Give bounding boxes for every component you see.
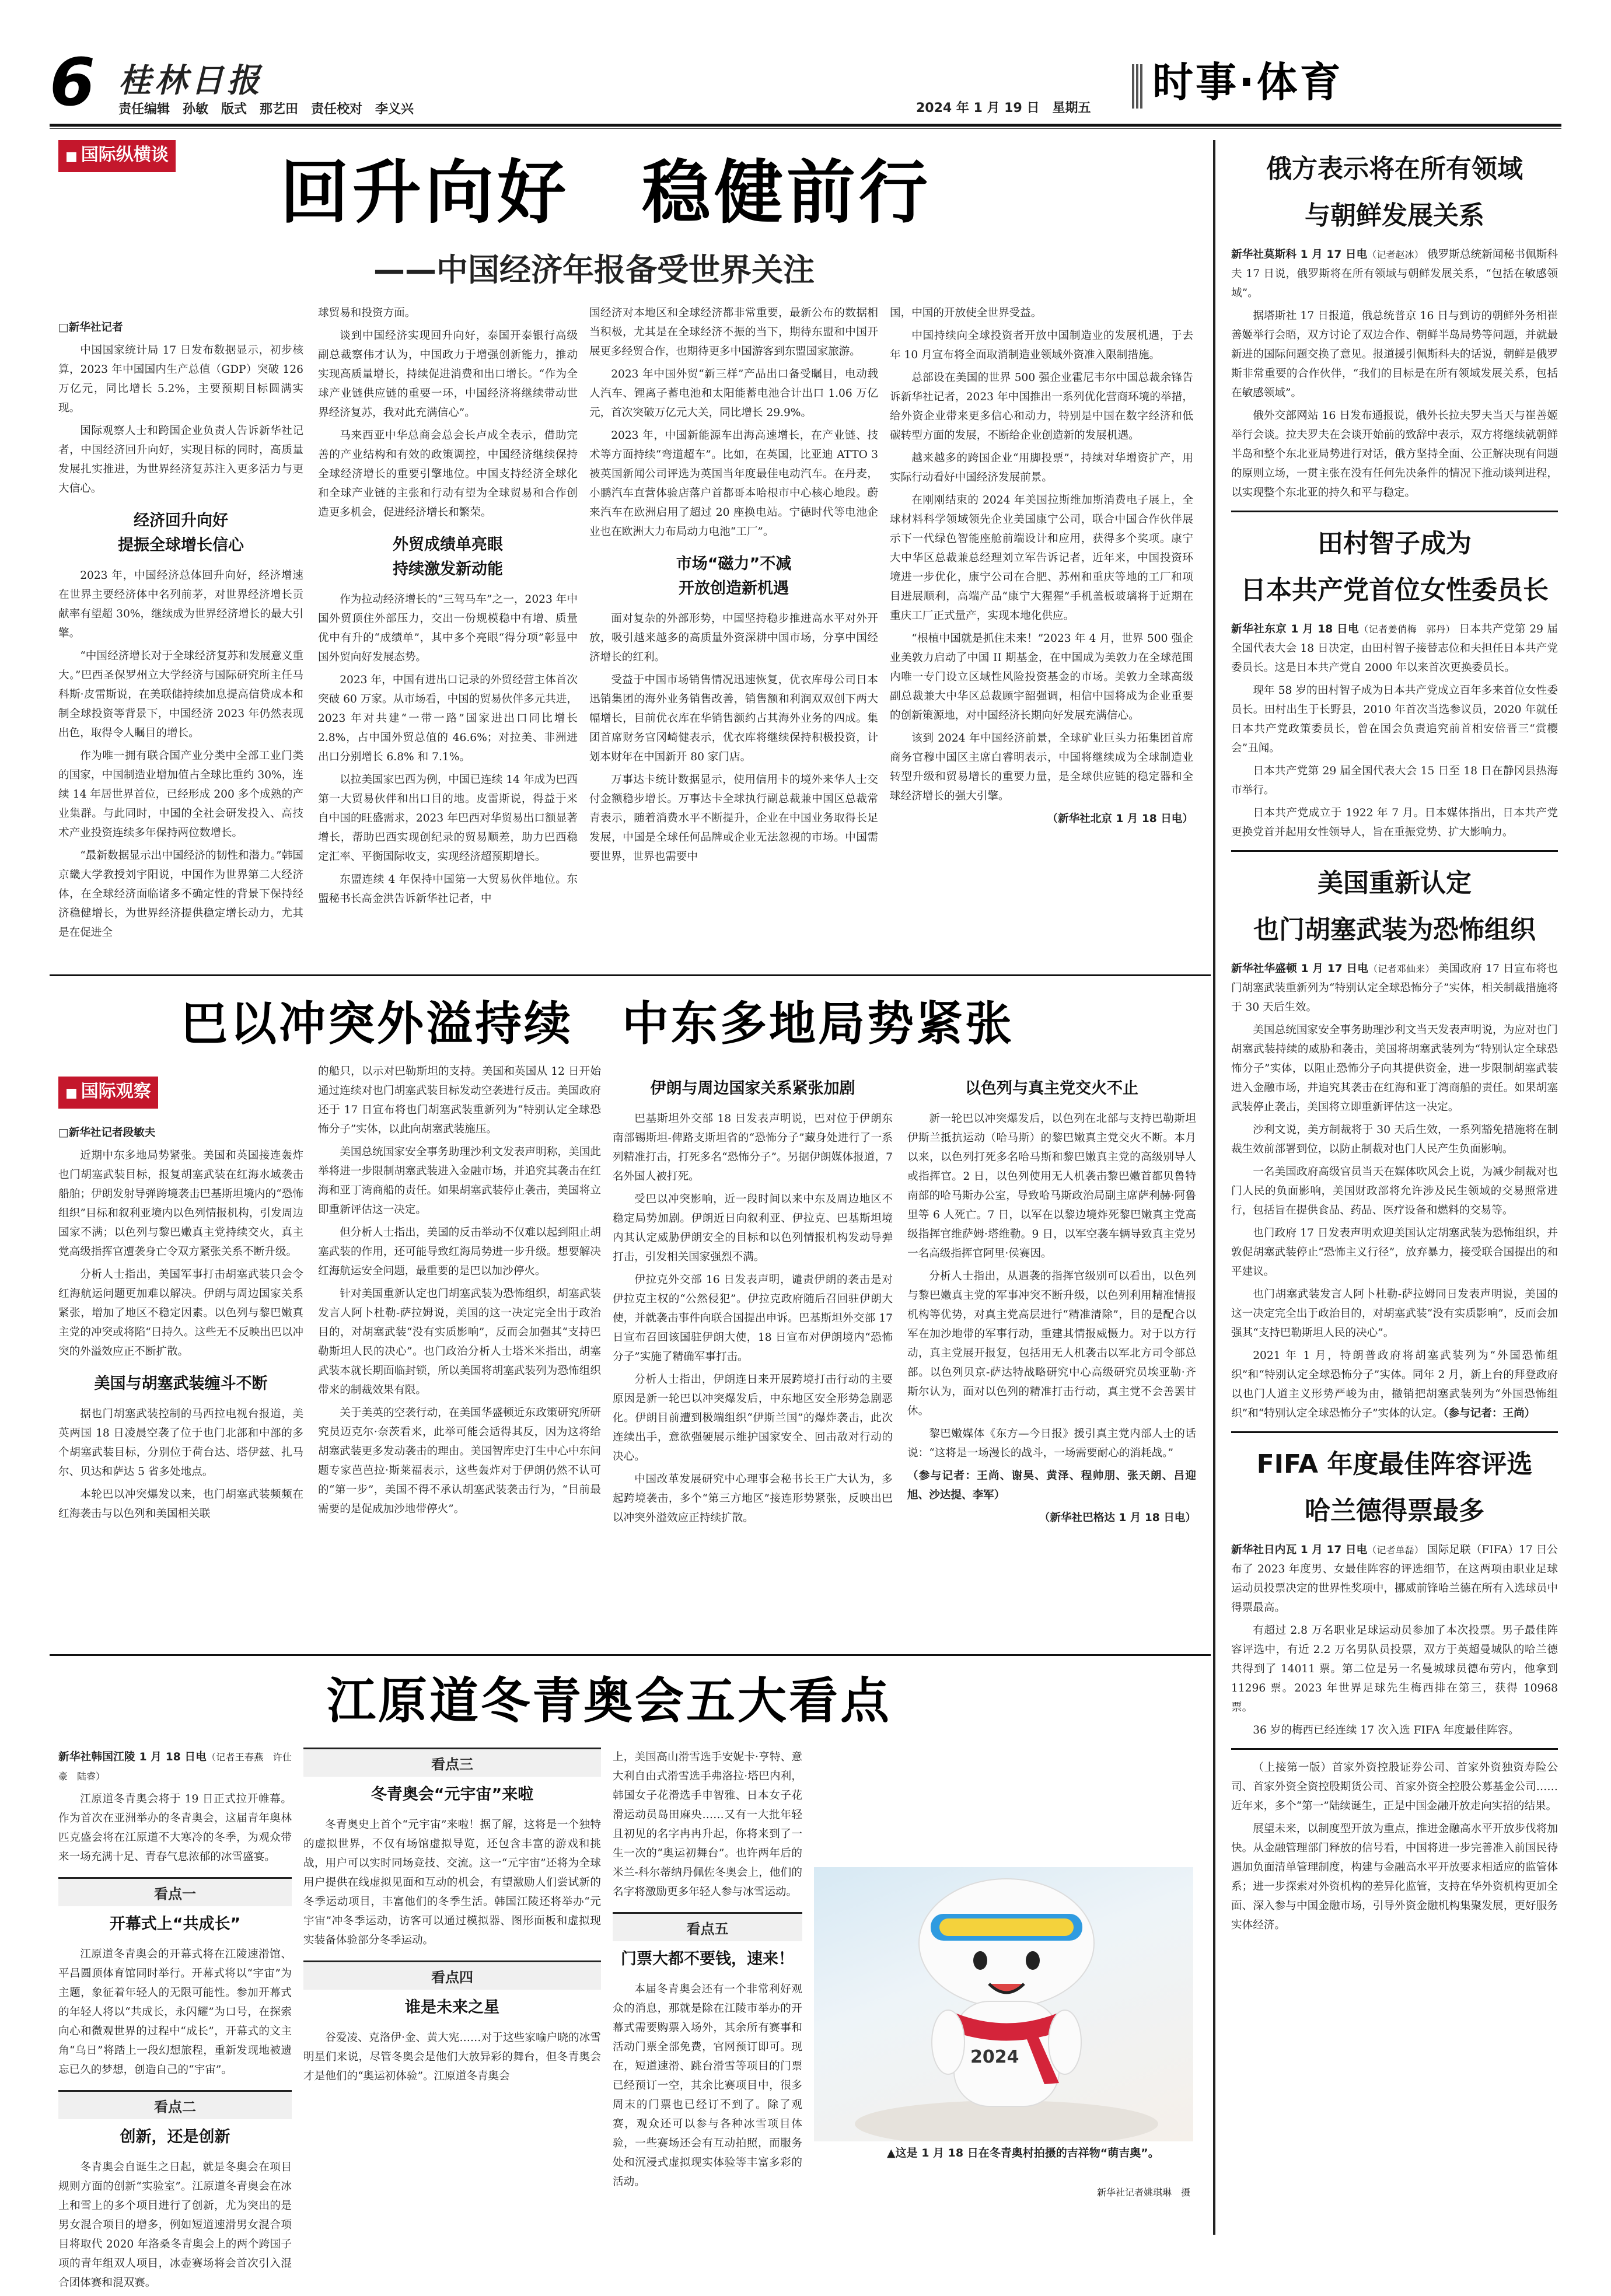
sidebar-divider-2 (1231, 850, 1558, 852)
story1-dateline: （新华社北京 1 月 18 日电） (1047, 813, 1193, 825)
story3-subhead-3: 冬青奥会“元宇宙”来啦 (371, 1785, 534, 1804)
paragraph (1231, 1346, 1558, 1423)
paragraph: 的船只，以示对巴勒斯坦的支持。美国和英国从 12 日开始通过连续对也门胡塞武装目标发动空袭进行反击。美国政府还于 17 日宣布将也门胡塞武装重新列为“特别认定全球恐怖分子”实体，以此向胡塞武装施压。 (318, 1065, 601, 1135)
story2-subhead-1: 美国与胡塞武装缠斗不断 (94, 1375, 268, 1393)
sidebar-divider-1 (1231, 511, 1558, 512)
highlight-label-3: 看点三 (303, 1748, 601, 1777)
paragraph: 本轮巴以冲突爆发以来，也门胡塞武装频频在红海袭击与以色列和美国相关联 (58, 1488, 303, 1520)
side3-byline-text: 新华社华盛顿 1 月 17 日电 (1231, 963, 1369, 975)
story3-subhead-4: 谁是未来之星 (405, 1998, 499, 2017)
paragraph: 总部设在美国的世界 500 强企业霍尼韦尔中国总裁余锋告诉新华社记者，2023 年中国推出一系列优化营商环境的举措，给外资企业带来更多信心和动力，特别是中国在数字经济和低碳转型方面的发展，不断给企业创造新的发展机遇。 (890, 372, 1193, 442)
paragraph: 据塔斯社 17 日报道，俄总统普京 16 日与到访的朝鲜外务相崔善姬举行会晤，双方讨论了双边合作、朝鲜半岛局势等问题，并就最新进的国际问题交换了意见。报道援引佩斯科夫的话说，朝鲜是俄罗斯非常重要的合作伙伴，“我们的目标是在所有领域发展关系，包括在敏感领域”。 (1231, 310, 1558, 399)
paragraph: 沙利文说，美方制裁将于 30 天后生效，一系列豁免措施将在制裁生效前部署到位，以防止制裁对也门人民产生负面影响。 (1231, 1124, 1558, 1155)
paragraph: 作为拉动经济增长的“三驾马车”之一，2023 年中国外贸顶住外部压力，交出一份规模稳中有增、质量优中有升的“成绩单”，其中多个亮眼“得分项”彰显中国外贸向好发展态势。 (318, 593, 578, 663)
paragraph: 以拉美国家巴西为例，中国已连续 14 年成为巴西第一大贸易伙伴和出口目的地。皮雷斯说，得益于来自中国的旺盛需求，2023 年巴西对华贸易出口额显著增长，帮助巴西实现创纪录的贸易顺差，助力巴西稳定汇率、平衡国际收支，实现经济超预期增长。 (318, 774, 578, 863)
story2-byline: □新华社记者段敏夫 (58, 1127, 156, 1139)
masthead (50, 45, 1561, 121)
story3-reporters: （记者王春燕 许仕豪 陆睿） (58, 1752, 292, 1782)
story2-col2 (318, 1062, 601, 1522)
paper-name: 桂林日报 (118, 61, 263, 100)
paragraph: 36 岁的梅西已经连续 17 次入选 FIFA 年度最佳阵容。 (1253, 1724, 1519, 1736)
section-bars (1132, 64, 1142, 109)
side1-byline (1231, 245, 1558, 303)
paragraph: 国，中国的开放使全世界受益。 (890, 307, 1042, 319)
paragraph: 本届冬青奥会还有一个非常利好观众的消息，那就是除在江陵市举办的开幕式需要购票入场外，其余所有赛事和活动门票全部免费，官网预订即可。现在，短道速滑、跳台滑雪等项目的门票已经预订一空，其余比赛项目中，很多周末的门票也已经订不到了。除了观赛，观众还可以参与各种冰雪项目体验，一些赛场还会有互动拍照，而服务处和沉浸式虚拟现实体验等丰富多彩的活动。 (613, 1983, 802, 2188)
story1-col3 (589, 303, 878, 870)
section-tag-observe: ■ 国际观察 (58, 1077, 158, 1109)
paragraph: 球贸易和投资方面。 (318, 307, 416, 319)
paragraph: 美国总统国家安全事务助理沙利文发表声明称，美国此举将进一步限制胡塞武装进入金融市场，并追究其袭击在红海和亚丁湾商船的责任。如果胡塞武装停止袭击，美国将立即重新评估这一决定。 (318, 1146, 601, 1216)
story2-col3 (613, 1077, 893, 1531)
highlight-label-1: 看点一 (58, 1877, 292, 1906)
paragraph: 日本共产党第 29 届全国代表大会 18 日决定，由田村智子接替志位和夫担任日本共产党委员长。这是日本共产党自 2000 年以来首次更换委员长。 (1231, 623, 1558, 674)
paragraph: 东盟连续 4 年保持中国第一大贸易伙伴地位。东盟秘书长高金洪告诉新华社记者，中 (318, 873, 578, 905)
paragraph: 日本共产党成立于 1922 年 7 月。日本媒体指出，日本共产党更换党首并起用女性领导人，旨在重振党势、扩大影响力。 (1231, 807, 1558, 838)
story1-byline: □新华社记者 (58, 321, 123, 334)
story1-col2 (318, 303, 578, 912)
side4-reporter: （记者单磊） (1367, 1544, 1424, 1556)
paragraph: 在刚刚结束的 2024 年美国拉斯维加斯消费电子展上，全球材料科学领域领先企业美国康宁公司，联合中国合作伙伴展示下一代绿色智能座舱前端设计和应用，获得多个奖项。康宁大中华区总裁兼总经理刘立军告诉记者，近年来，中国投资环境进一步优化，康宁公司在合肥、苏州和重庆等地的工厂和项目进展顺利，高端产品“康宁大猩猩”手机盖板玻璃将于近期在重庆工厂正式量产，实现本地化供应。 (890, 494, 1193, 622)
highlight-label-2: 看点二 (58, 2090, 292, 2119)
paragraph: 分析人士指出，从遇袭的指挥官级别可以看出，以色列与黎巴嫩真主党的军事冲突不断升级，以色列利用精准情报机构等优势，对真主党高层进行“精准清除”，目的是配合以军在加沙地带的军事行动，重建其情报威慑力。对于以方行动，真主党展开报复，包括用无人机袭击以军北方司令部总部。以色列贝京-萨达特战略研究中心高级研究员埃亚勒·齐斯尔认为，面对以色列的精准打击行动，真主党不会善罢甘休。 (907, 1270, 1196, 1417)
paragraph: 面对复杂的外部形势，中国坚持稳步推进高水平对外开放，吸引越来越多的高质量外资深耕中国市场，分享中国经济增长的红利。 (589, 613, 878, 663)
mascot-number: 2024 (970, 2047, 1019, 2067)
paragraph: 一名美国政府高级官员当天在媒体吹风会上说，为减少制裁对也门人民的负面影响，美国财政部将允许涉及民生领域的交易照常进行，包括旨在提供食品、药品、医疗设备和燃料的交易等。 (1231, 1166, 1558, 1217)
story1-title: 回升向好 稳健前行 (280, 152, 932, 233)
paragraph: 现年 58 岁的田村智子成为日本共产党成立百年多来首位女性委员长。田村出生于长野县，2010 年首次当选参议员，2020 年就任日本共产党政策委员长，曾在国会负责追究前首相安倍晋三“赏樱会”丑闻。 (1231, 684, 1558, 754)
mascot-photo (814, 1867, 1193, 2141)
paragraph: 国际足联（FIFA）17 日公布了 2023 年度男、女最佳阵容的评选细节，在这两项由职业足球运动员投票决定的世界性奖项中，挪威前锋哈兰德在所有入选球员中得票最高。 (1231, 1544, 1558, 1614)
paragraph: 伊拉克外交部 16 日发表声明，谴责伊朗的袭击是对伊拉克主权的“公然侵犯”。伊拉克政府随后召回驻伊朗大使，并就袭击事件向联合国提出申诉。巴基斯坦外交部 17 日宣布召回该国驻伊朗大使，18 日宣布对伊朗境内“恐怖分子”实施了精确军事打击。 (613, 1274, 893, 1363)
story2-subhead-3: 以色列与真主党交火不止 (965, 1079, 1138, 1098)
paragraph: 中国改革发展研究中心理事会秘书长王广大认为，多起跨境袭击，多个“第三方地区”接连形势紧张，反映出巴以冲突外溢效应正持续扩散。 (613, 1473, 893, 1524)
paragraph: 中国持续向全球投资者开放中国制造业的发展机遇，于去年 10 月宣布将全面取消制造业领域外资准入限制措施。 (890, 330, 1193, 361)
paragraph: 有超过 2.8 万名职业足球运动员参加了本次投票。男子最佳阵容评选中，有近 2.2 万名男队员投票，双方于英超曼城队的哈兰德共得到了 14011 票。第二位是另一名曼城球员德布劳内，他拿到 11296 票。2023 年世界足球先生梅西排在第三，获得 10968 票。 (1231, 1624, 1558, 1714)
story3-col3 (613, 1748, 802, 2195)
paragraph: 据也门胡塞武装控制的马西拉电视台报道，美英两国 18 日凌晨空袭了位于也门北部和中部的多个胡塞武装目标，分别位于荷台达、塔伊兹、扎马尔、贝达和萨达 5 省多处地点。 (58, 1408, 303, 1478)
story-divider-2 (50, 1654, 1211, 1656)
side3-byline (1231, 959, 1558, 1017)
paragraph: 俄罗斯总统新闻秘书佩斯科夫 17 日说，俄罗斯将在所有领域与朝鲜发展关系，“包括在敏感领域”。 (1231, 249, 1558, 299)
paragraph: 新一轮巴以冲突爆发后，以色列在北部与支持巴勒斯坦伊斯兰抵抗运动（哈马斯）的黎巴嫩真主党交火不断。本月以来，以色列打死多名哈马斯和黎巴嫩真主党的高级别导人或指挥官。2 日，以色列使用无人机袭击黎巴嫩首都贝鲁特南部的哈马斯办公室，导致哈马斯政治局副主席萨利赫·阿鲁里等 6 人死亡。7 日，以军在以黎边境炸死黎巴嫩真主党高级指挥官维萨姆·塔维勒。9 日，以军空袭车辆导致真主党另一名高级指挥官阿里·侯赛因。 (907, 1113, 1196, 1260)
side3-p7: 2021 年 1 月，特朗普政府将胡塞武装列为“外国恐怖组织”和“特别认定全球恐怖分子”实体。同年 2 月，新上台的拜登政府以也门人道主义形势严峻为由，撤销把胡塞武装列为“外国恐怖组织”和“特别认定全球恐怖分子”实体的认定。 (1231, 1350, 1558, 1420)
paragraph: “中国经济增长对于全球经济复苏和发展意义重大。”巴西圣保罗州立大学经济与国际研究所主任马科斯·皮雷斯说，在美联储持续加息提高信贷成本和制全球投资等背景下，中国经济 2023 年仍然表现出色，取得令人瞩目的增长。 (58, 650, 303, 739)
paragraph: 国经济对本地区和全球经济都非常重要，最新公布的数据相当积极，尤其是在全球经济不振的当下，期待东盟和中国开展更多经贸合作，也期待更多中国游客到东盟国家旅游。 (589, 307, 878, 358)
side1-reporter: （记者赵冰） (1367, 249, 1424, 260)
paragraph: 作为唯一拥有联合国产业分类中全部工业门类的国家，中国制造业增加值占全球比重约 30%，连续 14 年居世界首位，已经形成 200 多个成熟的产业集群。与此同时，中国的全社会研发投入、高技术产业投资连续多年保持两位数增长。 (58, 750, 303, 839)
story2-dateline: （新华社巴格达 1 月 18 日电） (1039, 1512, 1196, 1524)
story3-subhead-2: 创新，还是创新 (120, 2128, 230, 2146)
side5-body (1231, 1758, 1558, 1935)
paragraph: 日本共产党第 29 届全国代表大会 15 日至 18 日在静冈县热海市举行。 (1231, 765, 1558, 796)
story3-subhead-5: 门票大都不要钱，速来！ (621, 1950, 794, 1968)
story3-col2 (303, 1748, 601, 2089)
story2-title: 巴以冲突外溢持续 中东多地局势紧张 (181, 997, 1014, 1051)
paragraph: 也门胡塞武装发言人阿卜杜勒-萨拉姆同日发表声明说，美国的这一决定完全出于政治目的，对胡塞武装“没有实质影响”，反而会加强其“支持巴勒斯坦人民的决心”。 (1231, 1288, 1558, 1339)
story1-subtitle: ——中国经济年报备受世界关注 (373, 251, 815, 288)
mascot-illustration (814, 1867, 1193, 2141)
highlight-label-5: 看点五 (613, 1912, 802, 1941)
section-title: 时事·体育 (1152, 58, 1343, 106)
paragraph: 美国总统国家安全事务助理沙利文当天发表声明说，为应对也门胡塞武装持续的威胁和袭击，美国将胡塞武装列为“特别认定全球恐怖分子”实体，以阻止恐怖分子向其提供资金，进一步限制胡塞武装进入金融市场，并追究其袭击在红海和亚丁湾商船的责任。如果胡塞武装停止袭击，美国将立即重新评估这一决定。 (1231, 1024, 1558, 1113)
page-number: 6 (50, 45, 95, 121)
story3-byline-text: 新华社韩国江陵 1 月 18 日电 (58, 1751, 207, 1763)
side1-byline-text: 新华社莫斯科 1 月 17 日电 (1231, 249, 1368, 261)
story1-subhead-2: 外贸成绩单亮眼 持续激发新动能 (393, 536, 503, 578)
paragraph: 2023 年，中国新能源车出海高速增长，在产业链、技术等方面持续“弯道超车”。比如，在英国，比亚迪 ATTO 3 被英国新闻公司评选为英国当年度最佳电动汽车。在丹麦，小鹏汽车直营体验店落户首都哥本哈根市中心核心地段。蔚来汽车在欧洲启用了超过 20 座换电站。宁德时代等电池企业也在欧洲大力布局动力电池“工厂”。 (589, 429, 878, 538)
paragraph: “根植中国就是抓住未来！”2023 年 4 月，世界 500 强企业美敦力启动了中国 II 期基金，在中国成为美敦力在全球范围内唯一专门设立区域性风险投资基金的市场。美敦力全球高级副总裁兼大中华区总裁顾宇韶强调，相信中国将成为企业重要的创新策源地，对中国经济长期向好发展充满信心。 (890, 632, 1193, 722)
story2-subhead-2: 伊朗与周边国家关系紧张加剧 (650, 1079, 855, 1098)
paragraph: 巴基斯坦外交部 18 日发表声明说，巴对位于伊朗东南部锡斯坦-俾路支斯坦省的“恐怖分子”藏身处进行了一系列精准打击，打死多名“恐怖分子”。另据伊朗媒体报道，7 名外国人被打死。 (613, 1113, 893, 1183)
story1-col1 (58, 318, 303, 946)
paragraph: 谈到中国经济实现回升向好，泰国开泰银行高级副总裁察伟才认为，中国政力于增强创新能力，推动实现高质量增长，持续促进消费和出口增长。“作为全球产业链供应链的重要一环，中国经济将继续带动世界经济复苏，我对此充满信心”。 (318, 330, 578, 419)
paragraph: 冬青奥会自诞生之日起，就是冬奥会在项目规则方面的创新“实验室”。江原道冬青奥会在冰上和雪上的多个项目进行了创新，尤为突出的是男女混合项目的增多，例如短道速滑男女混合项目将取代 2020 年洛桑冬青奥会上的两个跨国子项的青年组双人项目，冰壶赛场将会首次引入混合团体赛和混双赛。 (58, 2161, 292, 2289)
photo-credit: 新华社记者姚琪琳 摄 (1096, 2187, 1190, 2198)
side4-body (1231, 1540, 1558, 1740)
section-tag-intl: ■ 国际纵横谈 (58, 140, 176, 172)
side3-title: 美国重新认定 也门胡塞武装为恐怖组织 (1253, 868, 1536, 945)
paragraph: 但分析人士指出，美国的反击举动不仅难以起到阻止胡塞武装的作用，还可能导致红海局势进一步升级。想要解决红海航运安全问题，最重要的是巴以加沙停火。 (318, 1226, 601, 1277)
story2-col1 (58, 1123, 303, 1527)
sidebar-divider-4 (1231, 1748, 1558, 1750)
paragraph: 关于美英的空袭行动，在美国华盛顿近东政策研究所研究员迈克尔·奈茨看来，此举可能会适得其反，因为这将给胡塞武装更多发动袭击的理由。美国智库史汀生中心中东问题专家芭芭拉·斯莱福表示，这些轰炸对于伊朗仍然不认可的“第一步”，美国不得不承认胡塞武装袭击行为，“目前最需要的是促成加沙地带停火”。 (318, 1407, 601, 1515)
side4-title: FIFA 年度最佳阵容评选 哈兰德得票最多 (1256, 1449, 1533, 1526)
side2-byline-text: 新华社东京 1 月 18 日电 (1231, 623, 1360, 635)
sidebar (1231, 140, 1558, 1938)
side3-body (1231, 959, 1558, 1423)
paragraph: 分析人士指出，伊朗连日来开展跨境打击行动的主要原因是新一轮巴以冲突爆发后，中东地区安全形势急剧恶化。伊朗目前遭到极端组织“伊斯兰国”的爆炸袭击，此次连续出手，意欲强硬展示维护国家安全、回击敌对行动的决心。 (613, 1374, 893, 1463)
story-divider-1 (50, 974, 1211, 976)
sidebar-divider-3 (1231, 1431, 1558, 1433)
paragraph: 俄外交部网站 16 日发布通报说，俄外长拉夫罗夫当天与崔善姬举行会谈。拉夫罗夫在会谈开始前的致辞中表示，双方将继续就朝鲜半岛和整个东北亚局势进行对话，俄方坚持全面、公正解决现有问题的原则立场，一贯主张在没有任何先决条件的情况下推动谈判进程，以实现整个东北亚的持久和平与稳定。 (1231, 410, 1558, 499)
side3-reporter: （记者邓仙来） (1368, 963, 1435, 974)
side1-body (1231, 245, 1558, 502)
paragraph: 展望未来，以制度型开放为重点，推进金融高水平开放步伐将加快。从金融管理部门释放的信号看，中国将进一步完善准入前国民待遇加负面清单管理制度，构建与金融高水平开放要求相适应的监管体系；进一步探索对外资机构的差异化监管，支持在华外资机构更加全面、深入参与中国金融市场，引导外资金融机构集聚发展，更好服务实体经济。 (1231, 1823, 1558, 1931)
side2-reporter: （记者姜俏梅 郭丹） (1359, 624, 1456, 635)
paragraph: 黎巴嫩媒体《东方—今日报》援引真主党内部人士的话说：“这将是一场漫长的战斗，一场需要耐心的消耗战。” (907, 1428, 1196, 1459)
side1-title: 俄方表示将在所有领域 与朝鲜发展关系 (1266, 154, 1523, 230)
masthead-rule-thin (50, 128, 1561, 129)
paragraph: 也门政府 17 日发表声明欢迎美国认定胡塞武装为恐怖组织，并敦促胡塞武装停止“恐怖主义行径”，放弃暴力，接受联合国提出的和平建议。 (1231, 1227, 1558, 1278)
paragraph: 2023 年中国外贸“新三样”产品出口备受瞩目，电动载人汽车、锂离子蓄电池和太阳能蓄电池合计出口 1.06 万亿元，首次突破万亿元大关，同比增长 29.9%。 (589, 368, 878, 419)
paragraph: 上，美国高山滑雪选手安妮卡·亨特、意大利自由式滑雪选手弗洛拉·塔巴内利，韩国女子花滑选手申智雅、日本女子花滑运动员岛田麻央……又有一大批年轻且初见的名字冉冉升起，你将来到了一生一次的“奥运初舞台”。也许两年后的米兰-科尔蒂纳丹佩佐冬奥会上，他们的名字将激励更多年轻人参与冰雪运动。 (613, 1751, 802, 1898)
paragraph: 谷爱凌、克洛伊·金、黄大宪……对于这些家喻户晓的冰雪明星们来说，尽管冬奥会是他们大放异彩的舞台，但冬青奥会才是他们的“奥运初体验”。江原道冬青奥会 (303, 2032, 601, 2082)
side2-byline (1231, 620, 1558, 677)
side2-body (1231, 620, 1558, 842)
paragraph: 万事达卡统计数据显示，使用信用卡的境外来华人士交付金额稳步增长。万事达卡全球执行副总裁兼中国区总裁常青表示，随着消费水平不断提升，企业在中国业务取得长足发展，中国是全球任何品牌或企业无法忽视的市场。中国需要世界，世界也需要中 (589, 774, 878, 863)
paragraph: 中国国家统计局 17 日发布数据显示，初步核算，2023 年中国国内生产总值（GDP）突破 126 万亿元，同比增长 5.2%，主要预期目标圆满实现。 (58, 344, 303, 414)
story3-title: 江原道冬青奥会五大看点 (327, 1672, 892, 1729)
masthead-rule (50, 124, 1561, 127)
story2-col4 (907, 1077, 1196, 1531)
paragraph: 马来西亚中华总商会总会长卢成全表示，借助完善的产业结构和有效的政策调控，中国经济继续保持全球经济增长的重要引擎地位。中国支持经济全球化和全球产业链的主张和行动有望为全球贸易和合作创造更多机会，促进经济增长和繁荣。 (318, 429, 578, 519)
paragraph: 冬青奥史上首个“元宇宙”来啦！据了解，这将是一个独特的虚拟世界，不仅有场馆虚拟导览，还包含丰富的游戏和挑战，用户可以实时同场竞技、交流。这一“元宇宙”还将为全球用户提供在线虚拟见面和互动的机会，有望激励人们尝试新的冬季运动项目，丰富他们的冬季生活。韩国江陵还将举办“元宇宙”冲冬季运动，访客可以通过模拟器、图形面板和虚拟现实装备体验部分冬季运动。 (303, 1819, 601, 1946)
paragraph: 近期中东多地局势紧张。美国和英国接连轰炸也门胡塞武装目标，报复胡塞武装在红海水域袭击船舶；伊朗发射导弹跨境袭击巴基斯坦境内的“恐怖组织”目标和叙利亚境内以色列情报机构，引发周边国家不满；以色列与黎巴嫩真主党持续交火，真主党高级指挥官遭袭身亡令双方紧张关系不断升级。 (58, 1149, 303, 1258)
side3-credit: （参与记者：王尚） (1443, 1407, 1536, 1420)
paragraph: 美国政府 17 日宣布将也门胡塞武装重新列为“特别认定全球恐怖分子”实体，相关制裁措施将于 30 天后生效。 (1231, 963, 1558, 1014)
paragraph: 2023 年，中国有进出口记录的外贸经营主体首次突破 60 万家。从市场看，中国的贸易伙伴多元共进，2023 年对共建“一带一路”国家进出口同比增长 2.8%，占中国外贸总值的 46.6%；对拉美、非洲进出口分别增长 6.8% 和 7.1%。 (318, 674, 578, 763)
side2-title: 田村智子成为 日本共产党首位女性委员长 (1240, 529, 1549, 605)
paragraph: 2023 年，中国经济总体回升向好，经济增速在世界主要经济体中名列前茅，对世界经济增长贡献率有望超 30%，继续成为世界经济增长的最大引擎。 (58, 569, 303, 639)
paragraph: 受巴以冲突影响，近一段时间以来中东及周边地区不稳定局势加剧。伊朗近日向叙利亚、伊拉克、巴基斯坦境内其认定威胁伊朗安全的目标和以色列情报机构发动导弹打击，引发相关国家强烈不满。 (613, 1193, 893, 1263)
story3-col1 (58, 1748, 292, 2296)
story1-subhead-3: 市场“磁力”不减 开放创造新机遇 (676, 555, 792, 597)
paragraph: 江原道冬青奥会将于 19 日正式拉开帷幕。作为首次在亚洲举办的冬青奥会，这届青年奥林匹克盛会将在江原道不大寒冷的冬季，为观众带来一场充满十足、青春气息浓郁的冰雪盛宴。 (58, 1793, 292, 1863)
story1-subhead-1: 经济回升向好 提振全球增长信心 (118, 512, 244, 554)
paragraph: 江原道冬青奥会的开幕式将在江陵速滑馆、平昌圆顶体育馆同时举行。开幕式将以“宇宙”为主题，象征着年轻人的无限可能性。参加开幕式的年轻人将以“共成长，永闪耀”为口号，在探索向心和微观世界的过程中“成长”，开幕式的文主角“乌日”将踏上一段幻想旅程，重新发现地被遗忘已久的梦想，创造自己的“宇宙”。 (58, 1948, 292, 2076)
side4-byline (1231, 1540, 1558, 1617)
paragraph: 分析人士指出，美国军事打击胡塞武装只会令红海航运问题更加难以解决。伊朗与周边国家关系紧张，增加了地区不稳定因素。以色列与黎巴嫩真主党的冲突或将陷“日持久。这些无不反映出巴以冲突的外溢效应正不断扩散。 (58, 1268, 303, 1358)
paragraph: 针对美国重新认定也门胡塞武装为恐怖组织，胡塞武装发言人阿卜杜勒-萨拉姆说，美国的这一决定完全出于政治目的，对胡塞武装“没有实质影响”，反而会加强其“支持巴勒斯坦人民的决心”。也门政治分析人士塔米米指出，胡塞武装本就长期面临封锁，所以美国将胡塞武装列为恐怖组织带来的制裁效果有限。 (318, 1288, 601, 1396)
side4-byline-text: 新华社日内瓦 1 月 17 日电 (1231, 1544, 1368, 1556)
paragraph: 国际观察人士和跨国企业负责人告诉新华社记者，中国经济回升向好，实现目标的同时，高质量发展扎实推进，为世界经济复苏注入更多活力与更大信心。 (58, 425, 303, 495)
paragraph: 该到 2024 年中国经济前景，全球矿业巨头力拓集团首席商务官穆中国区主席白睿明表示，中国将继续成为全球制造业转型升级和贸易增长的重要力量，是全球供应链的稳定器和全球经济增长的强大引擎。 (890, 732, 1193, 802)
highlight-label-4: 看点四 (303, 1960, 601, 1990)
paragraph: 受益于中国市场销售情况迅速恢复，优衣库母公司日本迅销集团的海外业务销售改善，销售额和利润双双创下两大幅增长，目前优衣库在华销售额约占其海外业务的四成。集团首席财务官冈崎健表示，优衣库将继续保持积极投资，计划本财年在中国新开 80 家门店。 (589, 674, 878, 763)
sidebar-divider (1213, 140, 1215, 2235)
editors-line: 责任编辑 孙敏 版式 那艺田 责任校对 李义兴 (118, 102, 414, 117)
issue-date: 2024 年 1 月 19 日 星期五 (916, 101, 1091, 116)
story3-subhead-1: 开幕式上“共成长” (109, 1915, 241, 1933)
paragraph: （上接第一版）首家外资控股证券公司、首家外资独资寿险公司、首家外资全资控股期货公司、首家外资全控股公募基金公司……近年来，多个“第一”陆续诞生，正是中国金融开放走向实招的结果。 (1231, 1762, 1558, 1812)
story3-byline (58, 1748, 292, 1786)
paragraph: 越来越多的跨国企业“用脚投票”，持续对华增资扩产，用实际行动看好中国经济发展前景。 (890, 452, 1193, 484)
story2-credit: （参与记者：王尚、谢昊、黄泽、程帅朋、张天朗、吕迎旭、沙达提、李军） (907, 1470, 1196, 1501)
photo-caption: ▲这是 1 月 18 日在冬青奥村拍摄的吉祥物“萌吉奥”。 (887, 2147, 1159, 2159)
story1-col4 (890, 303, 1193, 832)
paragraph: “最新数据显示出中国经济的韧性和潜力。”韩国京畿大学教授刘宇阳说，中国作为世界第二大经济体，在全球经济面临诸多不确定性的背景下保持经济稳健增长，为世界经济提供稳定增长动力，尤其是在促进全 (58, 850, 303, 939)
